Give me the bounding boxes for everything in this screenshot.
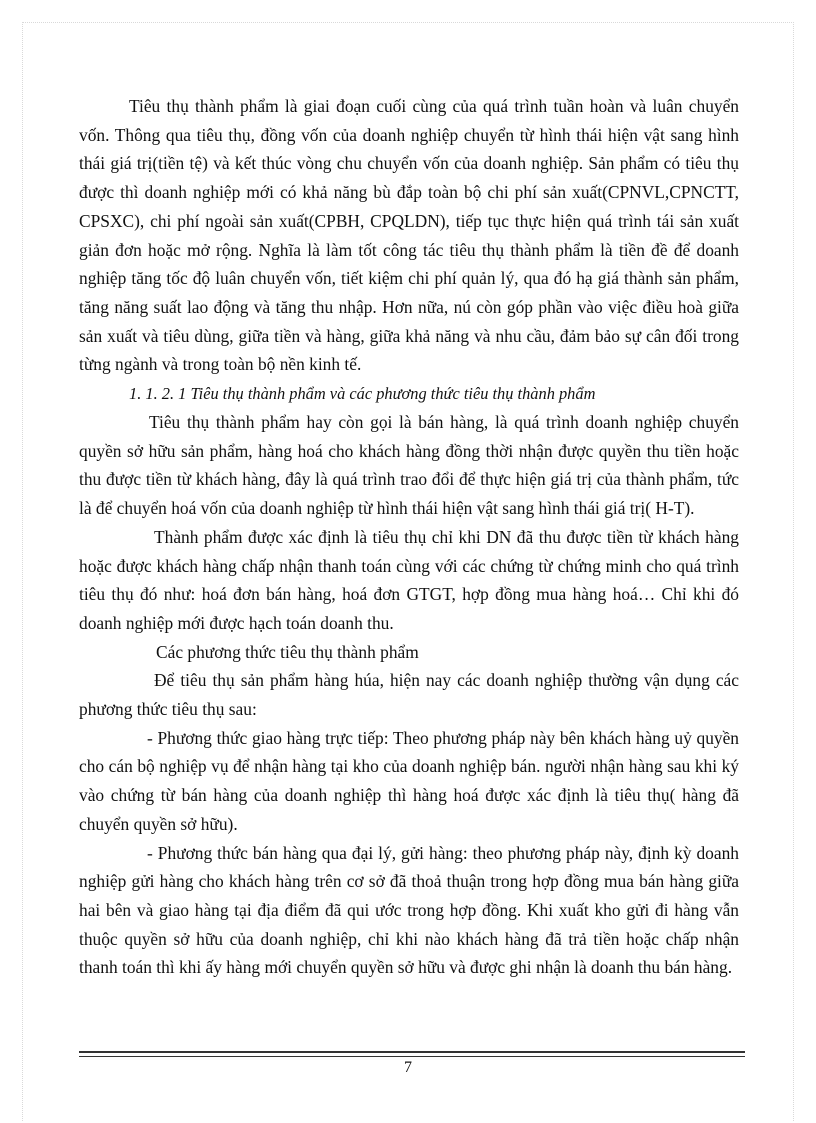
document-body — [79, 92, 739, 982]
subheading-methods: Các phương thức tiêu thụ thành phẩm — [156, 641, 419, 662]
section-heading: 1. 1. 2. 1 Tiêu thụ thành phẩm và các phương thức tiêu thụ thành phẩm — [129, 384, 596, 404]
footer-rule — [79, 1051, 745, 1053]
paragraph-direct-delivery: - Phương thức giao hàng trực tiếp: Theo phương pháp này bên khách hàng uỷ quyền cho cán bộ nghiệp vụ để nhận hàng tại kho của doanh nghiệp bán. người nhận hàng sau khi ký vào chứng từ bán hàng của doanh nghiệp thì hàng hoá được xác định là tiêu thụ( hàng đã chuyển quyền sở hữu). — [79, 727, 739, 834]
paragraph-recognition: Thành phẩm được xác định là tiêu thụ chỉ khi DN đã thu được tiền từ khách hàng hoặc được khách hàng chấp nhận thanh toán cùng với các chứng từ chứng minh cho quá trình tiêu thụ đó như: hoá đơn bán hàng, hoá đơn GTGT, hợp đồng mua hàng hoá… Chỉ khi đó doanh nghiệp mới được hạch toán doanh thu. — [79, 526, 739, 633]
paragraph-definition: Tiêu thụ thành phẩm hay còn gọi là bán hàng, là quá trình doanh nghiệp chuyển quyền sở hữu sản phẩm, hàng hoá cho khách hàng đồng thời nhận được quyền thu tiền hoặc thu được tiền từ khách hàng, đây là quá trình trao đổi để thực hiện giá trị của thành phẩm, tức là để chuyển hoá vốn của doanh nghiệp từ hình thái hiện vật sang hình thái giá trị( H-T). — [79, 412, 739, 519]
paragraph-agency-sales: - Phương thức bán hàng qua đại lý, gửi hàng: theo phương pháp này, định kỳ doanh nghiệp gửi hàng cho khách hàng trên cơ sở đã thoả thuận trong hợp đồng mua bán hàng giữa hai bên và giao hàng tại địa điểm đã qui ước trong hợp đồng. Khi xuất kho gửi đi hàng vẫn thuộc quyền sở hữu của doanh nghiệp, chỉ khi nào khách hàng đã trả tiền hoặc chấp nhận thanh toán thì khi ấy hàng mới chuyển quyền sở hữu và được ghi nhận là doanh thu bán hàng. — [79, 842, 739, 978]
page-number: 7 — [404, 1059, 412, 1076]
paragraph-intro: Tiêu thụ thành phẩm là giai đoạn cuối cùng của quá trình tuần hoàn và luân chuyển vốn. Thông qua tiêu thụ, đồng vốn của doanh nghiệp chuyển từ hình thái hiện vật sang hình thái giá trị(tiền tệ) và kết thúc vòng chu chuyển vốn của doanh nghiệp. Sản phẩm có tiêu thụ được thì doanh nghiệp mới có khả năng bù đắp toàn bộ chi phí sản xuất(CPNVL,CPNCTT, CPSXC), chi phí ngoài sản xuất(CPBH, CPQLDN), tiếp tục thực hiện quá trình tái sản xuất giản đơn hoặc mở rộng. Nghĩa là làm tốt công tác tiêu thụ thành phẩm là tiền đề để doanh nghiệp tăng tốc độ luân chuyển vốn, tiết kiệm chi phí quản lý, qua đó hạ giá thành sản phẩm, tăng năng suất lao động và tăng thu nhập. Hơn nữa, nú còn góp phần vào việc điều hoà giữa sản xuất và tiêu dùng, giữa tiền và hàng, giữa khả năng và nhu cầu, đảm bảo sự cân đối trong từng ngành và trong toàn bộ nền kinh tế. — [79, 96, 739, 375]
paragraph-methods-intro: Để tiêu thụ sản phẩm hàng húa, hiện nay các doanh nghiệp thường vận dụng các phương thức tiêu thụ sau: — [79, 670, 739, 720]
